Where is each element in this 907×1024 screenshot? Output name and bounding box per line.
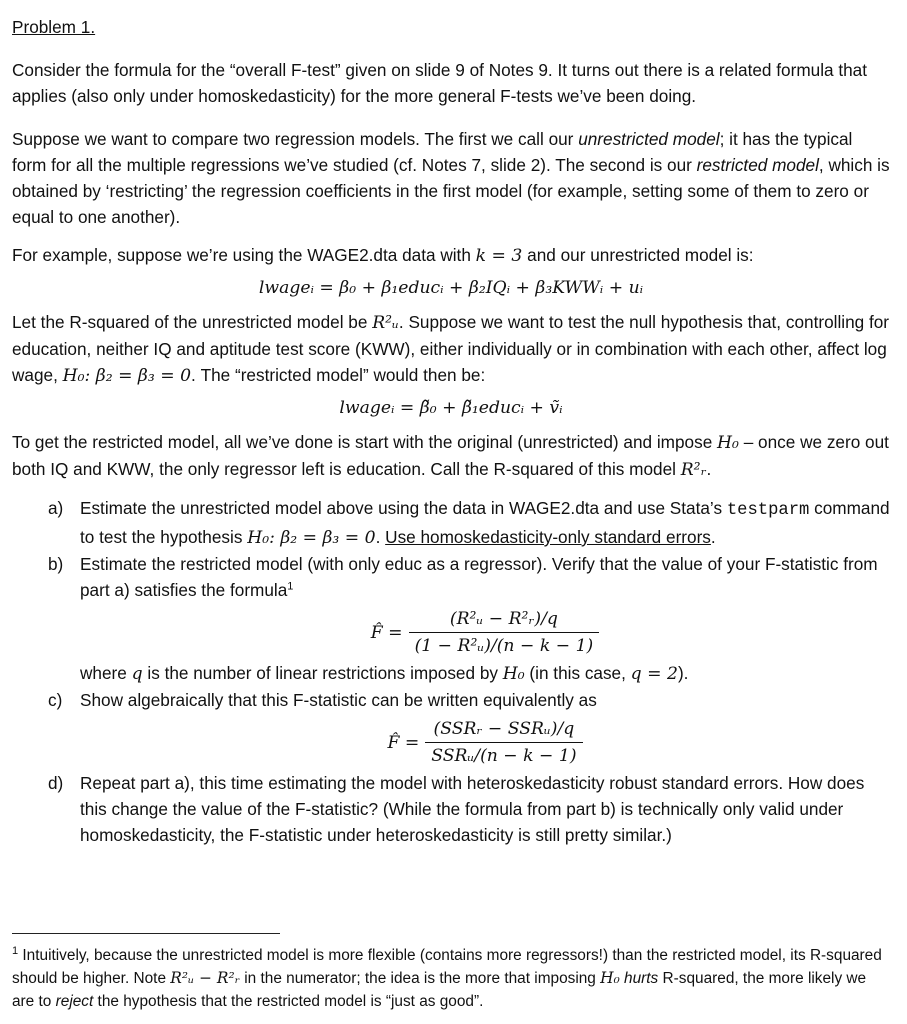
intro-paragraph: Consider the formula for the “overall F-test” given on slide 9 of Notes 9. It turns out there is a related formula that applies (also only under homoskedasticity) for the more general F-tests we’ve been doing. bbox=[12, 60, 868, 106]
footnote: $^1$ Intuitively, because the unrestricted model is more flexible (contains more regressors!) than the restricted model, its R-squared should be higher. Note R²ᵤ − R²ᵣ in the numerator; the idea is the more that imposing H₀ hurts R-squared, the more likely we are to reject the hypothesis that the restricted model is “just as good”. bbox=[12, 944, 882, 1010]
part-label: d) bbox=[48, 773, 64, 793]
part-d: d) Repeat part a), this time estimating the model with heteroskedasticity robust standard errors. How does this change the value of the F-statistic? (While the formula from part b) is technically only valid under homoskedasticity, the F-statistic under heteroskedasticity is still pretty similar.) bbox=[12, 770, 890, 848]
formula-numerator: (SSRᵣ − SSRᵤ)/q bbox=[425, 717, 582, 743]
homoskedasticity-note: Use homoskedasticity-only standard errors bbox=[385, 527, 711, 547]
part-label: a) bbox=[48, 498, 64, 518]
example-paragraph: For example, suppose we’re using the WAGE2.dta data with k = 3 and our unrestricted model is: bbox=[12, 245, 754, 266]
part-b: b) Estimate the restricted model (with only educ as a regressor). Verify that the value of your F-statistic from part a) satisfies the formula$^1$ F̂ = $\frac{\text{(R²ᵤ − R²ᵣ)/q}}{\text{(1 − R²ᵤ)/(n − k − 1)}}$ where q is the number of linear restrictions imposed by H₀ (in this case, q = 2). bbox=[12, 551, 890, 687]
footnote-ref: 1 bbox=[287, 580, 294, 593]
null-hypothesis-paragraph: Let the R-squared of the unrestricted model be R²ᵤ. Suppose we want to test the null hypothesis that, controlling for education, neither IQ and aptitude test score (KWW), either individually or in combination with each other, affect log wage, H₀: β₂ = β₃ = 0. The “restricted model” would then be: bbox=[12, 312, 890, 386]
footnote-divider bbox=[12, 933, 280, 934]
restricted-equation: lwageᵢ = β̃₀ + β̃₁educᵢ + ṽᵢ bbox=[339, 398, 563, 418]
f-stat-ssr-formula: F̂ = $\frac{\text{(SSRᵣ − SSRᵤ)/q}}{\text{SSRᵤ/(n − k − 1)}}$ bbox=[80, 717, 890, 768]
formula-denominator: SSRᵤ/(n − k − 1) bbox=[431, 746, 577, 766]
part-label: b) bbox=[48, 554, 64, 574]
footnote-mark: 1 bbox=[12, 944, 19, 957]
models-paragraph: Suppose we want to compare two regression models. The first we call our unrestricted model; it has the typical form for all the multiple regressions we’ve studied (cf. Notes 7, slide 2). The second is our restricted model, which is obtained by ‘restricting’ the regression coefficients in the first model (for example, setting some of them to zero or equal to one another). bbox=[12, 129, 890, 227]
stata-command: testparm bbox=[726, 501, 810, 520]
formula-denominator: (1 − R²ᵤ)/(n − k − 1) bbox=[414, 636, 594, 656]
problem-title: Problem 1. bbox=[12, 17, 96, 37]
unrestricted-equation: lwageᵢ = β₀ + β₁educᵢ + β₂IQᵢ + β₃KWWᵢ + uᵢ bbox=[258, 278, 644, 298]
f-stat-r2-formula: F̂ = $\frac{\text{(R²ᵤ − R²ᵣ)/q}}{\text{(1 − R²ᵤ)/(n − k − 1)}}$ bbox=[80, 607, 890, 658]
problem-parts-list bbox=[12, 495, 890, 848]
part-c: c) Show algebraically that this F-statistic can be written equivalently as F̂ = $\frac{\text{(SSRᵣ − SSRᵤ)/q}}{\text{SSRᵤ/(n − k − 1)}}$ bbox=[12, 687, 890, 768]
part-a: a) Estimate the unrestricted model above using the data in WAGE2.dta and use Stata’s testparm command to test the hypothesis H₀: β₂ = β₃ = 0. Use homoskedasticity-only standard errors. bbox=[12, 495, 890, 551]
part-label: c) bbox=[48, 690, 63, 710]
problem-document bbox=[12, 14, 890, 848]
formula-numerator: (R²ᵤ − R²ᵣ)/q bbox=[409, 607, 600, 633]
restricted-model-paragraph: To get the restricted model, all we’ve done is start with the original (unrestricted) and impose H₀ – once we zero out both IQ and KWW, the only regressor left is education. Call the R-squared of this model R²ᵣ. bbox=[12, 432, 889, 480]
